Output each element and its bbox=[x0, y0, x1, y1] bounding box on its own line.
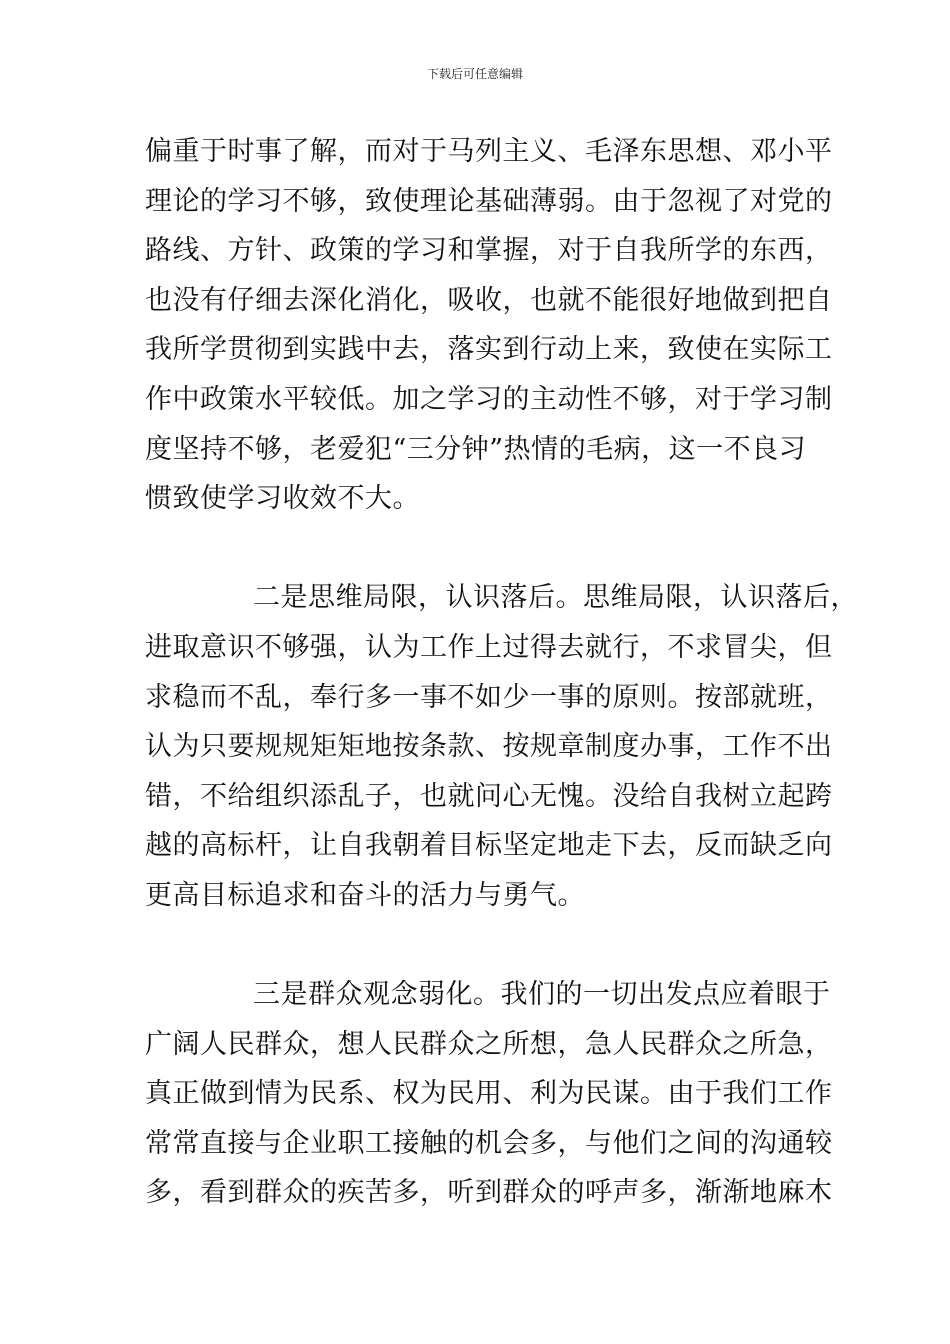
paragraph-2 bbox=[145, 573, 858, 920]
text-line: 越的高标杆，让自我朝着目标坚定地走下去，反而缺乏向 bbox=[145, 830, 833, 862]
paragraph-1 bbox=[145, 127, 833, 524]
text-line: 理论的学习不够，致使理论基础薄弱。由于忽视了对党的 bbox=[145, 185, 833, 217]
text-line: 多，看到群众的疾苦多，听到群众的呼声多，渐渐地麻木 bbox=[145, 1177, 833, 1209]
paragraph-spacer bbox=[145, 524, 825, 574]
text-line: 路线、方针、政策的学习和掌握，对于自我所学的东西， bbox=[145, 235, 833, 267]
text-line: 三是群众观念弱化。我们的一切出发点应着眼于 bbox=[253, 979, 831, 1011]
text-line: 进取意识不够强，认为工作上过得去就行，不求冒尖，但 bbox=[145, 631, 833, 663]
text-line: 惯致使学习收效不大。 bbox=[145, 483, 420, 515]
text-line: 认为只要规规矩矩地按条款、按规章制度办事，工作不出 bbox=[145, 731, 833, 763]
text-line: 真正做到情为民系、权为民用、利为民谋。由于我们工作 bbox=[145, 1078, 833, 1110]
text-line: 偏重于时事了解，而对于马列主义、毛泽东思想、邓小平 bbox=[145, 136, 833, 167]
paragraph-3 bbox=[145, 970, 833, 1218]
text-line: 广阔人民群众，想人民群众之所想，急人民群众之所急， bbox=[145, 1028, 833, 1060]
text-line: 二是思维局限，认识落后。思维局限，认识落后， bbox=[253, 582, 858, 614]
text-line: 度坚持不够，老爱犯“三分钟”热情的毛病，这一不良习 bbox=[145, 433, 807, 465]
text-line: 错，不给组织添乱子，也就问心无愧。没给自我树立起跨 bbox=[145, 780, 833, 812]
text-line: 也没有仔细去深化消化，吸收，也就不能很好地做到把自 bbox=[145, 284, 833, 316]
text-line: 更高目标追求和奋斗的活力与勇气。 bbox=[145, 879, 585, 911]
paragraph-spacer bbox=[145, 921, 825, 971]
page-header-note: 下载后可任意编辑 bbox=[426, 67, 523, 81]
text-line: 常常直接与企业职工接触的机会多，与他们之间的沟通较 bbox=[145, 1127, 833, 1159]
text-line: 求稳而不乱，奉行多一事不如少一事的原则。按部就班， bbox=[145, 681, 833, 713]
text-line: 作中政策水平较低。加之学习的主动性不够，对于学习制 bbox=[145, 383, 833, 415]
text-line: 我所学贯彻到实践中去，落实到行动上来，致使在实际工 bbox=[145, 334, 833, 366]
document-body bbox=[145, 127, 858, 1218]
